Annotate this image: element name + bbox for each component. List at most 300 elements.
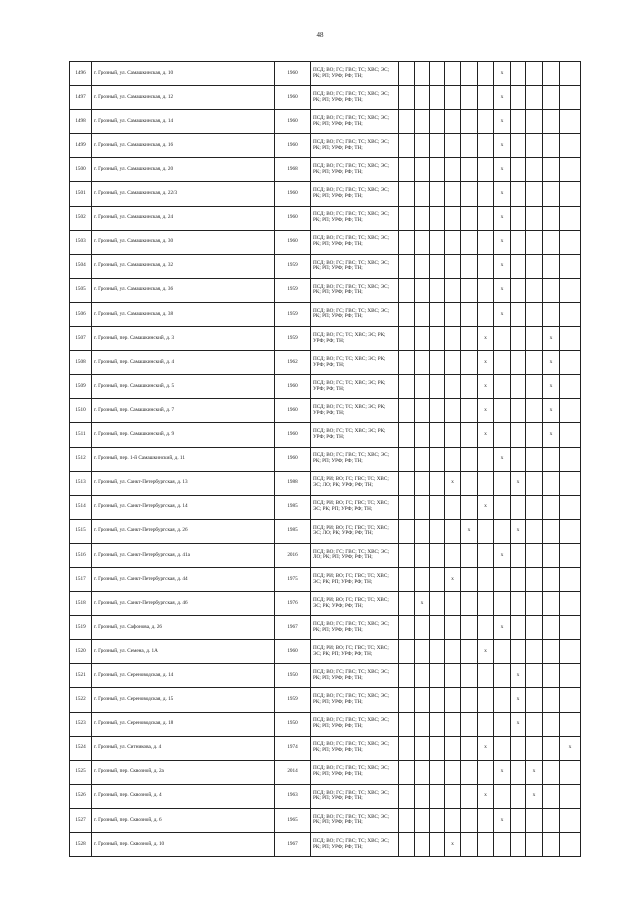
mark-cell <box>560 447 581 471</box>
address-cell: г. Грозный, ул. Санкт-Петербургская, д. 13 <box>92 471 275 495</box>
mark-cell <box>415 254 430 278</box>
work-mark: x <box>478 327 494 351</box>
address-cell: г. Грозный, ул. Самашкинская, д. 38 <box>92 302 275 326</box>
year-cell: 1960 <box>275 134 311 158</box>
mark-cell <box>415 375 430 399</box>
mark-cell <box>560 230 581 254</box>
mark-cell <box>461 206 478 230</box>
row-number-cell: 1505 <box>70 278 92 302</box>
mark-cell <box>511 278 526 302</box>
mark-cell <box>526 182 543 206</box>
table-row <box>70 616 581 640</box>
mark-cell <box>543 278 560 302</box>
work-mark: x <box>526 784 543 808</box>
mark-cell <box>560 712 581 736</box>
mark-cell <box>445 399 461 423</box>
mark-cell <box>430 158 445 182</box>
mark-cell <box>560 640 581 664</box>
mark-cell <box>430 182 445 206</box>
mark-cell <box>445 158 461 182</box>
mark-cell <box>543 158 560 182</box>
table-row <box>70 592 581 616</box>
mark-cell <box>478 206 494 230</box>
mark-cell <box>415 808 430 832</box>
mark-cell <box>560 302 581 326</box>
mark-cell <box>399 158 415 182</box>
mark-cell <box>494 495 511 519</box>
systems-cell: ПСД; РИ; ВО; ГС; ГВС; ТС; ХВС; ЭС; РК; УРФ; РФ; ТН; <box>311 592 399 616</box>
mark-cell <box>543 447 560 471</box>
year-cell: 1976 <box>275 592 311 616</box>
mark-cell <box>511 86 526 110</box>
mark-cell <box>399 278 415 302</box>
mark-cell <box>399 495 415 519</box>
work-mark: x <box>494 110 511 134</box>
table-row <box>70 399 581 423</box>
mark-cell <box>445 543 461 567</box>
mark-cell <box>560 62 581 86</box>
mark-cell <box>430 664 445 688</box>
mark-cell <box>461 592 478 616</box>
mark-cell <box>461 471 478 495</box>
table-row <box>70 423 581 447</box>
mark-cell <box>399 808 415 832</box>
work-mark: x <box>478 399 494 423</box>
address-cell: г. Грозный, ул. Самашкинская, д. 24 <box>92 206 275 230</box>
mark-cell <box>415 736 430 760</box>
mark-cell <box>511 254 526 278</box>
year-cell: 1959 <box>275 254 311 278</box>
work-mark: x <box>445 833 461 857</box>
row-number-cell: 1522 <box>70 688 92 712</box>
mark-cell <box>461 278 478 302</box>
systems-cell: ПСД; ВО; ГС; ГВС; ТС; ХВС; ЭС; РК; РП; УРФ; РФ; ТН; <box>311 134 399 158</box>
year-cell: 1985 <box>275 495 311 519</box>
mark-cell <box>461 230 478 254</box>
row-number-cell: 1524 <box>70 736 92 760</box>
mark-cell <box>399 110 415 134</box>
row-number-cell: 1496 <box>70 62 92 86</box>
work-mark: x <box>543 399 560 423</box>
mark-cell <box>526 833 543 857</box>
work-mark: x <box>494 447 511 471</box>
mark-cell <box>430 278 445 302</box>
work-mark: x <box>543 423 560 447</box>
mark-cell <box>526 254 543 278</box>
mark-cell <box>430 640 445 664</box>
mark-cell <box>415 640 430 664</box>
work-mark: x <box>445 567 461 591</box>
mark-cell <box>399 688 415 712</box>
systems-cell: ПСД; ВО; ГС; ТС; ХВС; ЭС; РК; УРФ; РФ; ТН; <box>311 375 399 399</box>
row-number-cell: 1508 <box>70 351 92 375</box>
mark-cell <box>526 519 543 543</box>
mark-cell <box>511 833 526 857</box>
mark-cell <box>511 543 526 567</box>
address-cell: г. Грозный, ул. Самашкинская, д. 12 <box>92 86 275 110</box>
row-number-cell: 1528 <box>70 833 92 857</box>
mark-cell <box>445 519 461 543</box>
systems-cell: ПСД; ВО; ГС; ГВС; ТС; ХВС; ЭС; РК; РП; УРФ; РФ; ТН; <box>311 664 399 688</box>
housing-register-table <box>69 61 581 857</box>
work-mark: x <box>494 230 511 254</box>
row-number-cell: 1502 <box>70 206 92 230</box>
mark-cell <box>543 110 560 134</box>
mark-cell <box>430 567 445 591</box>
mark-cell <box>543 134 560 158</box>
mark-cell <box>494 471 511 495</box>
mark-cell <box>560 423 581 447</box>
mark-cell <box>461 62 478 86</box>
row-number-cell: 1521 <box>70 664 92 688</box>
mark-cell <box>399 519 415 543</box>
mark-cell <box>399 447 415 471</box>
mark-cell <box>511 327 526 351</box>
mark-cell <box>511 808 526 832</box>
mark-cell <box>399 86 415 110</box>
mark-cell <box>478 302 494 326</box>
mark-cell <box>461 302 478 326</box>
mark-cell <box>461 543 478 567</box>
systems-cell: ПСД; ВО; ГС; ГВС; ТС; ХВС; ЭС; РК; РП; УРФ; РФ; ТН; <box>311 712 399 736</box>
mark-cell <box>445 375 461 399</box>
year-cell: 1960 <box>275 182 311 206</box>
mark-cell <box>445 423 461 447</box>
row-number-cell: 1527 <box>70 808 92 832</box>
mark-cell <box>430 399 445 423</box>
mark-cell <box>478 616 494 640</box>
row-number-cell: 1503 <box>70 230 92 254</box>
mark-cell <box>415 351 430 375</box>
mark-cell <box>543 567 560 591</box>
row-number-cell: 1500 <box>70 158 92 182</box>
mark-cell <box>526 423 543 447</box>
mark-cell <box>511 495 526 519</box>
work-mark: x <box>560 736 581 760</box>
year-cell: 2014 <box>275 760 311 784</box>
mark-cell <box>430 495 445 519</box>
systems-cell: ПСД; ВО; ГС; ГВС; ТС; ХВС; ЭС; РК; РП; УРФ; РФ; ТН; <box>311 784 399 808</box>
mark-cell <box>399 664 415 688</box>
row-number-cell: 1501 <box>70 182 92 206</box>
table-row <box>70 230 581 254</box>
table-row <box>70 182 581 206</box>
mark-cell <box>445 230 461 254</box>
mark-cell <box>415 206 430 230</box>
mark-cell <box>461 495 478 519</box>
mark-cell <box>461 375 478 399</box>
table-row <box>70 375 581 399</box>
address-cell: г. Грозный, пер. Сквозной, д. 6 <box>92 808 275 832</box>
mark-cell <box>511 640 526 664</box>
row-number-cell: 1499 <box>70 134 92 158</box>
year-cell: 1959 <box>275 688 311 712</box>
work-mark: x <box>543 327 560 351</box>
mark-cell <box>430 447 445 471</box>
mark-cell <box>399 640 415 664</box>
mark-cell <box>399 784 415 808</box>
address-cell: г. Грозный, пер. Самашкинский, д. 4 <box>92 351 275 375</box>
row-number-cell: 1504 <box>70 254 92 278</box>
mark-cell <box>461 134 478 158</box>
mark-cell <box>494 399 511 423</box>
mark-cell <box>415 495 430 519</box>
mark-cell <box>399 351 415 375</box>
mark-cell <box>399 592 415 616</box>
table-row <box>70 327 581 351</box>
mark-cell <box>543 254 560 278</box>
mark-cell <box>560 543 581 567</box>
mark-cell <box>415 471 430 495</box>
work-mark: x <box>494 182 511 206</box>
table-row <box>70 784 581 808</box>
work-mark: x <box>494 760 511 784</box>
mark-cell <box>430 616 445 640</box>
work-mark: x <box>511 664 526 688</box>
work-mark: x <box>511 688 526 712</box>
mark-cell <box>543 543 560 567</box>
table-row <box>70 760 581 784</box>
mark-cell <box>511 158 526 182</box>
systems-cell: ПСД; РИ; ВО; ГС; ГВС; ТС; ХВС; ЭС; РК; РП; УРФ; РФ; ТН; <box>311 495 399 519</box>
year-cell: 1960 <box>275 86 311 110</box>
table-row <box>70 278 581 302</box>
mark-cell <box>543 688 560 712</box>
mark-cell <box>415 543 430 567</box>
mark-cell <box>415 182 430 206</box>
mark-cell <box>494 327 511 351</box>
mark-cell <box>526 447 543 471</box>
mark-cell <box>430 351 445 375</box>
mark-cell <box>560 471 581 495</box>
address-cell: г. Грозный, ул. Санкт-Петербургская, д. 46 <box>92 592 275 616</box>
mark-cell <box>511 206 526 230</box>
mark-cell <box>445 592 461 616</box>
row-number-cell: 1513 <box>70 471 92 495</box>
mark-cell <box>445 62 461 86</box>
mark-cell <box>430 254 445 278</box>
address-cell: г. Грозный, ул. Самашкинская, д. 14 <box>92 110 275 134</box>
year-cell: 1968 <box>275 158 311 182</box>
mark-cell <box>494 567 511 591</box>
mark-cell <box>461 784 478 808</box>
mark-cell <box>478 833 494 857</box>
mark-cell <box>526 640 543 664</box>
systems-cell: ПСД; ВО; ГС; ГВС; ТС; ХВС; ЭС; РК; РП; УРФ; РФ; ТН; <box>311 62 399 86</box>
year-cell: 1965 <box>275 808 311 832</box>
mark-cell <box>445 182 461 206</box>
work-mark: x <box>461 519 478 543</box>
mark-cell <box>526 134 543 158</box>
row-number-cell: 1526 <box>70 784 92 808</box>
mark-cell <box>511 351 526 375</box>
address-cell: г. Грозный, ул. Семена, д. 1А <box>92 640 275 664</box>
mark-cell <box>415 567 430 591</box>
mark-cell <box>511 760 526 784</box>
address-cell: г. Грозный, ул. Самашкинская, д. 30 <box>92 230 275 254</box>
systems-cell: ПСД; ВО; ГС; ГВС; ТС; ХВС; ЭС; РК; РП; УРФ; РФ; ТН; <box>311 736 399 760</box>
mark-cell <box>461 833 478 857</box>
mark-cell <box>560 688 581 712</box>
mark-cell <box>430 833 445 857</box>
table-row <box>70 302 581 326</box>
row-number-cell: 1497 <box>70 86 92 110</box>
mark-cell <box>511 784 526 808</box>
mark-cell <box>445 784 461 808</box>
mark-cell <box>543 784 560 808</box>
mark-cell <box>560 86 581 110</box>
mark-cell <box>461 664 478 688</box>
systems-cell: ПСД; ВО; ГС; ГВС; ТС; ХВС; ЭС; ЛО; РК; РП; УРФ; РФ; ТН; <box>311 543 399 567</box>
row-number-cell: 1510 <box>70 399 92 423</box>
mark-cell <box>560 567 581 591</box>
mark-cell <box>461 640 478 664</box>
row-number-cell: 1516 <box>70 543 92 567</box>
table-row <box>70 808 581 832</box>
year-cell: 1960 <box>275 375 311 399</box>
mark-cell <box>445 447 461 471</box>
mark-cell <box>494 833 511 857</box>
mark-cell <box>526 375 543 399</box>
mark-cell <box>445 327 461 351</box>
mark-cell <box>526 736 543 760</box>
mark-cell <box>415 302 430 326</box>
mark-cell <box>543 592 560 616</box>
mark-cell <box>478 543 494 567</box>
mark-cell <box>526 616 543 640</box>
table-row <box>70 471 581 495</box>
mark-cell <box>560 134 581 158</box>
systems-cell: ПСД; РИ; ВО; ГС; ГВС; ТС; ХВС; ЭС; РК; РП; УРФ; РФ; ТН; <box>311 640 399 664</box>
work-mark: x <box>478 784 494 808</box>
table-row <box>70 495 581 519</box>
mark-cell <box>445 302 461 326</box>
work-mark: x <box>494 616 511 640</box>
systems-cell: ПСД; ВО; ГС; ГВС; ТС; ХВС; ЭС; РК; РП; УРФ; РФ; ТН; <box>311 616 399 640</box>
mark-cell <box>430 86 445 110</box>
mark-cell <box>478 567 494 591</box>
mark-cell <box>560 110 581 134</box>
mark-cell <box>526 302 543 326</box>
mark-cell <box>526 592 543 616</box>
address-cell: г. Грозный, пер. Сквозной, д. 4 <box>92 784 275 808</box>
mark-cell <box>526 808 543 832</box>
mark-cell <box>478 688 494 712</box>
table-row <box>70 640 581 664</box>
table-row <box>70 447 581 471</box>
work-mark: x <box>478 495 494 519</box>
mark-cell <box>430 519 445 543</box>
mark-cell <box>560 495 581 519</box>
row-number-cell: 1511 <box>70 423 92 447</box>
mark-cell <box>478 808 494 832</box>
year-cell: 1967 <box>275 833 311 857</box>
systems-cell: ПСД; ВО; ГС; ГВС; ТС; ХВС; ЭС; РК; РП; УРФ; РФ; ТН; <box>311 760 399 784</box>
address-cell: г. Грозный, ул. Сереноводская, д. 15 <box>92 688 275 712</box>
mark-cell <box>430 688 445 712</box>
mark-cell <box>494 519 511 543</box>
work-mark: x <box>511 712 526 736</box>
mark-cell <box>478 230 494 254</box>
work-mark: x <box>478 351 494 375</box>
mark-cell <box>478 447 494 471</box>
mark-cell <box>526 158 543 182</box>
mark-cell <box>494 375 511 399</box>
mark-cell <box>415 230 430 254</box>
mark-cell <box>415 134 430 158</box>
mark-cell <box>543 736 560 760</box>
address-cell: г. Грозный, ул. Сафонова, д. 26 <box>92 616 275 640</box>
year-cell: 1960 <box>275 447 311 471</box>
mark-cell <box>511 375 526 399</box>
mark-cell <box>445 110 461 134</box>
mark-cell <box>415 86 430 110</box>
mark-cell <box>560 760 581 784</box>
mark-cell <box>511 399 526 423</box>
mark-cell <box>399 399 415 423</box>
work-mark: x <box>478 375 494 399</box>
address-cell: г. Грозный, пер. Сквозной, д. 10 <box>92 833 275 857</box>
mark-cell <box>478 62 494 86</box>
year-cell: 1960 <box>275 399 311 423</box>
mark-cell <box>526 712 543 736</box>
mark-cell <box>511 230 526 254</box>
work-mark: x <box>494 302 511 326</box>
mark-cell <box>445 664 461 688</box>
mark-cell <box>478 471 494 495</box>
table-row <box>70 519 581 543</box>
systems-cell: ПСД; ВО; ГС; ГВС; ТС; ХВС; ЭС; РК; РП; УРФ; РФ; ТН; <box>311 182 399 206</box>
mark-cell <box>560 592 581 616</box>
table-row <box>70 158 581 182</box>
work-mark: x <box>543 351 560 375</box>
row-number-cell: 1507 <box>70 327 92 351</box>
mark-cell <box>526 688 543 712</box>
mark-cell <box>526 471 543 495</box>
mark-cell <box>511 182 526 206</box>
mark-cell <box>445 616 461 640</box>
mark-cell <box>445 206 461 230</box>
mark-cell <box>399 543 415 567</box>
register-body <box>70 62 581 857</box>
mark-cell <box>511 62 526 86</box>
address-cell: г. Грозный, ул. Самашкинская, д. 36 <box>92 278 275 302</box>
year-cell: 1960 <box>275 230 311 254</box>
work-mark: x <box>511 471 526 495</box>
mark-cell <box>430 230 445 254</box>
mark-cell <box>399 567 415 591</box>
mark-cell <box>543 86 560 110</box>
table-row <box>70 543 581 567</box>
mark-cell <box>560 399 581 423</box>
row-number-cell: 1523 <box>70 712 92 736</box>
systems-cell: ПСД; ВО; ГС; ТС; ХВС; ЭС; РК; УРФ; РФ; ТН; <box>311 327 399 351</box>
mark-cell <box>560 808 581 832</box>
mark-cell <box>560 519 581 543</box>
systems-cell: ПСД; ВО; ГС; ГВС; ТС; ХВС; ЭС; РК; РП; УРФ; РФ; ТН; <box>311 833 399 857</box>
row-number-cell: 1519 <box>70 616 92 640</box>
mark-cell <box>494 784 511 808</box>
mark-cell <box>415 423 430 447</box>
systems-cell: ПСД; ВО; ГС; ГВС; ТС; ХВС; ЭС; РК; РП; УРФ; РФ; ТН; <box>311 808 399 832</box>
table-row <box>70 567 581 591</box>
mark-cell <box>494 736 511 760</box>
year-cell: 1960 <box>275 62 311 86</box>
row-number-cell: 1514 <box>70 495 92 519</box>
address-cell: г. Грозный, ул. Самашкинская, д. 10 <box>92 62 275 86</box>
mark-cell <box>415 158 430 182</box>
mark-cell <box>478 134 494 158</box>
